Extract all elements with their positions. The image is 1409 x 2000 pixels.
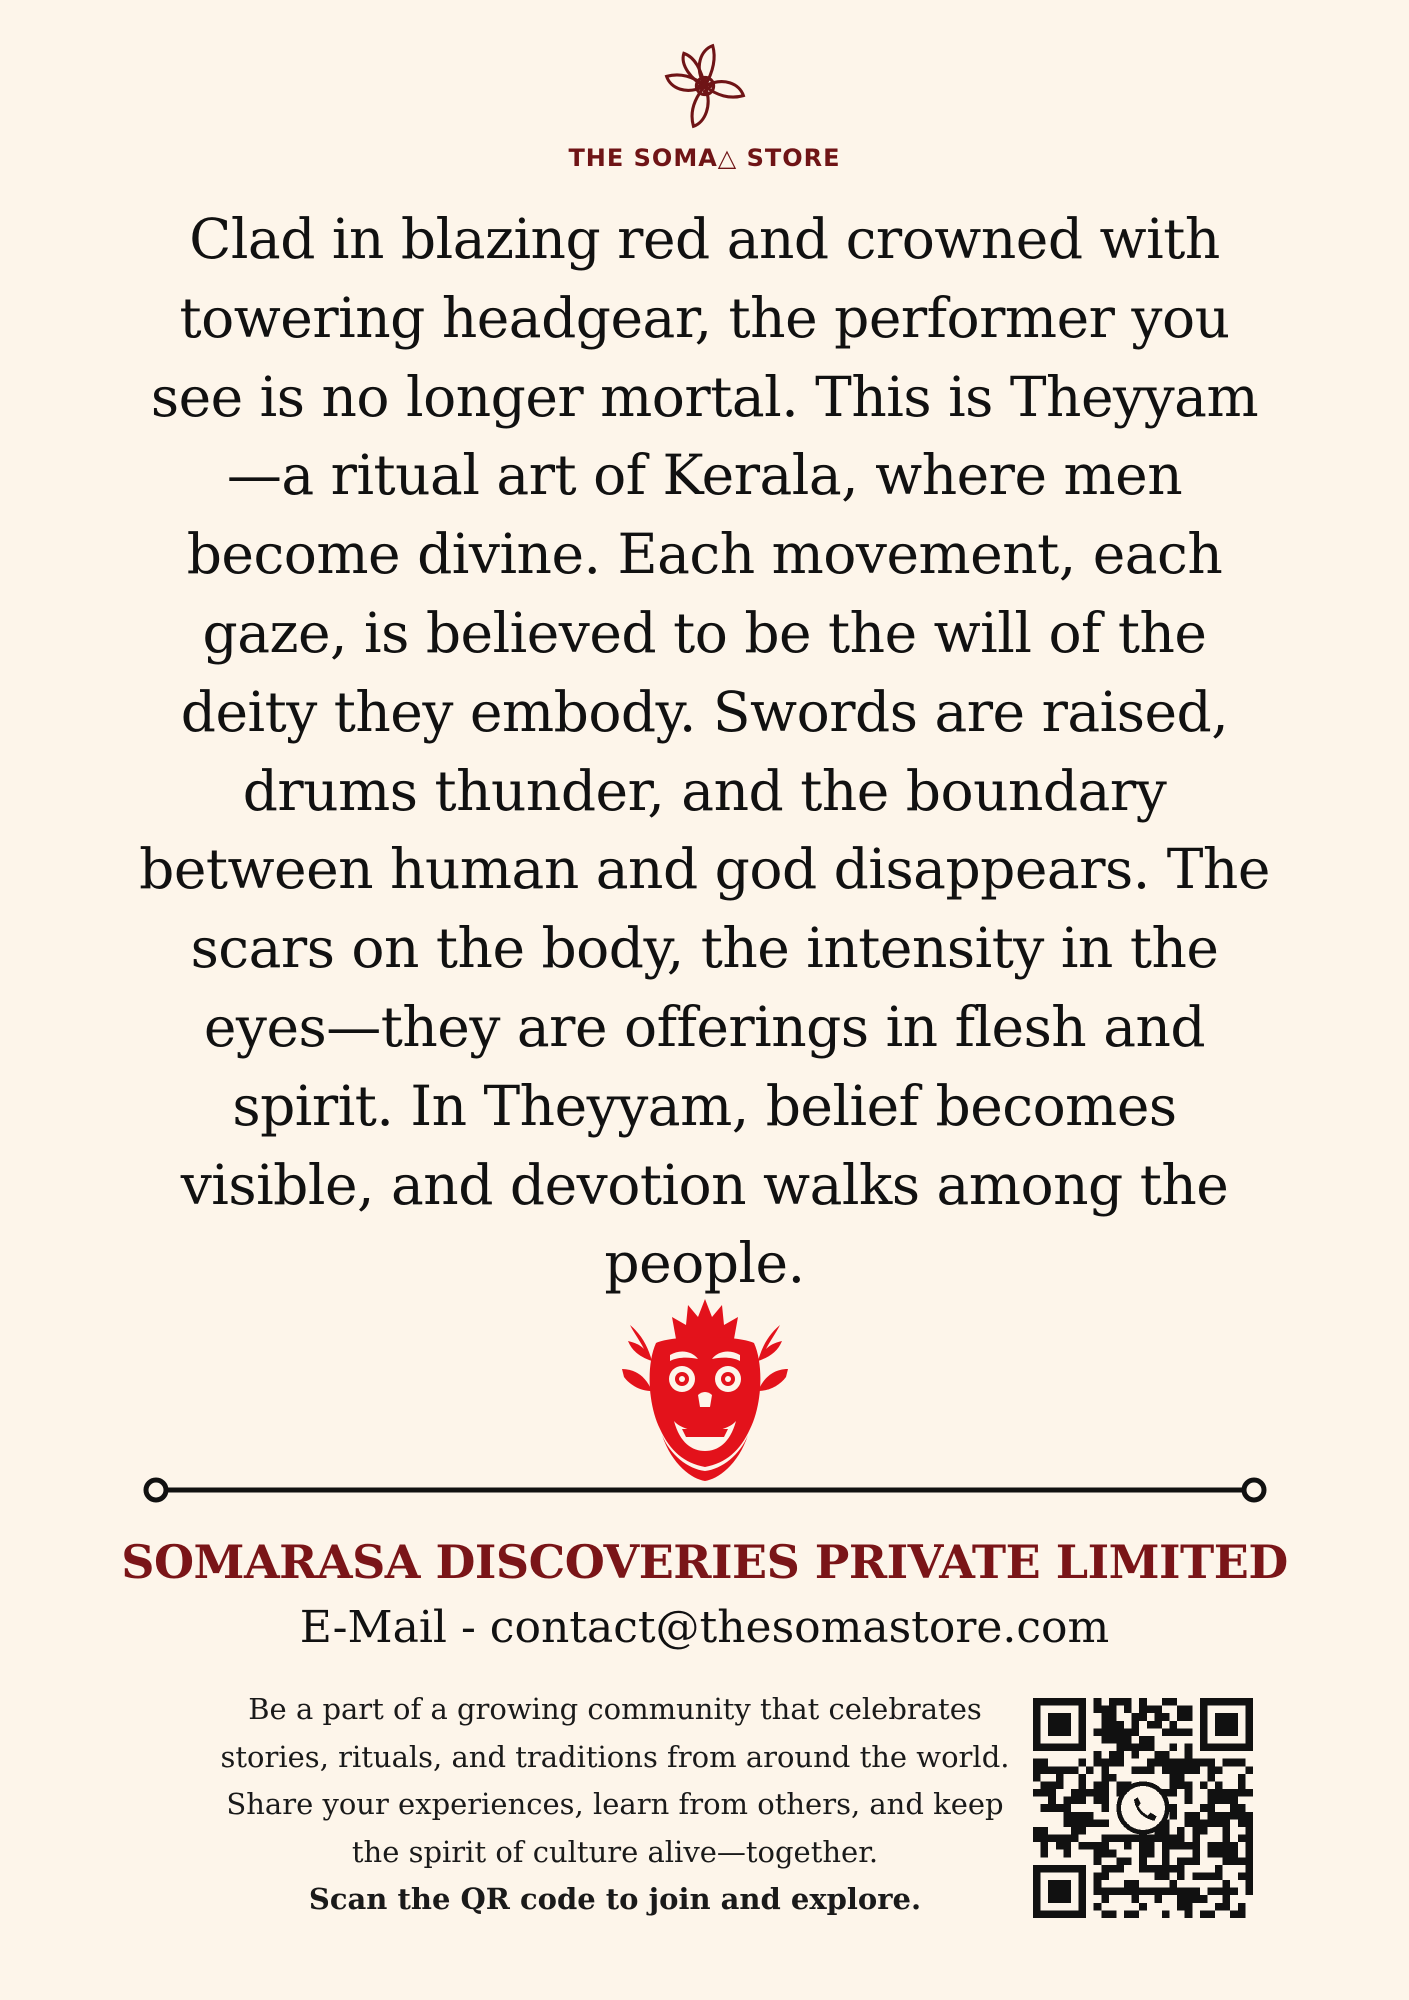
brand-name: THE SOMA△ STORE bbox=[568, 144, 841, 172]
whatsapp-qr-code-icon[interactable] bbox=[1033, 1698, 1253, 1918]
flower-reel-logo-icon bbox=[657, 38, 753, 134]
story-paragraph: Clad in blazing red and crowned with towering headgear, the performer you see is no longer mortal. This is Theyyam —a ritual art of Kerala, where men become divine. Each movement, each gaze, is believed to be the will of the deity they embody. Swords are raised, drums thunder, and the boundary between human and god disappears. The scars on the body, the intensity in the eyes—they are offerings in flesh and spirit. In Theyyam, belief becomes visible, and devotion walks among the people. bbox=[139, 207, 1270, 1296]
community-text: Be a part of a growing community that celebrates stories, rituals, and traditions from around the world. Share your experiences, learn from others, and keep the spirit of culture alive—together. bbox=[220, 1692, 1010, 1869]
community-blurb bbox=[205, 1686, 1025, 1924]
theyyam-mask-icon bbox=[622, 1295, 788, 1481]
contact-email[interactable]: E-Mail - contact@thesomastore.com bbox=[299, 1602, 1110, 1653]
brand-header bbox=[0, 38, 1409, 172]
section-divider bbox=[140, 1470, 1270, 1510]
qr-call-to-action: Scan the QR code to join and explore. bbox=[308, 1882, 922, 1916]
company-name: SOMARASA DISCOVERIES PRIVATE LIMITED bbox=[121, 1535, 1288, 1589]
